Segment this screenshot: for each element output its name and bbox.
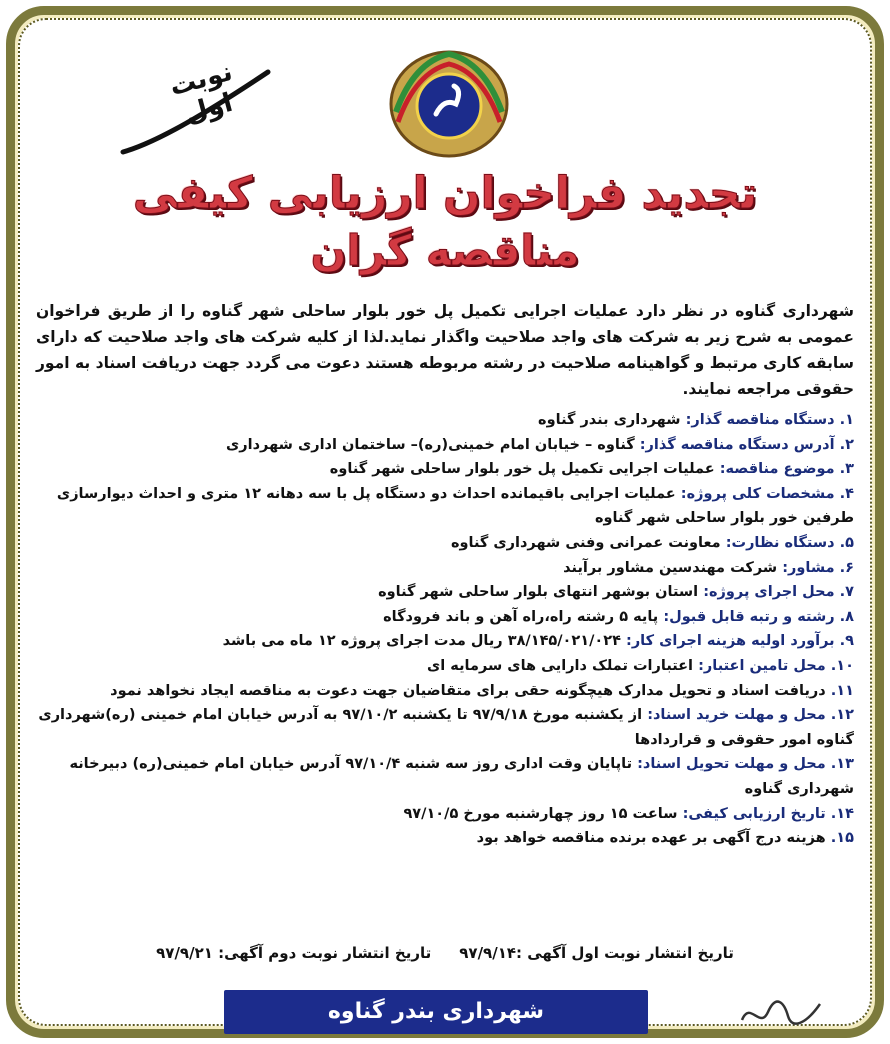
item-text: پایه ۵ رشته راه،راه آهن و باند فرودگاه (383, 608, 659, 625)
item-number: ۱۵. (830, 830, 854, 847)
signature-mark (736, 990, 826, 1034)
item-number: ۱. (839, 412, 854, 428)
intro-paragraph: شهرداری گناوه در نظر دارد عملیات اجرایی تکمیل پل خور بلوار ساحلی شهر گناوه را از طریق فراخوان عمومی به شرح زیر به شرکت های واجد صلاحیت واگذار نماید.لذا از کلیه شرکت های واجد صلاحیت که دارای سابقه کاری مرتبط و گواهینامه صلاحیت در رشته مربوطه هستند دعوت می گردد جهت دریافت اسناد به امور حقوقی مراجعه نمایند. (36, 302, 854, 398)
tender-item (36, 605, 854, 630)
second-publication-date: تاریخ انتشار نوبت دوم آگهی: ۹۷/۹/۲۱ (156, 944, 432, 962)
item-text: معاونت عمرانی وفنی شهرداری گناوه (450, 534, 721, 551)
item-label: تاریخ ارزیابی کیفی: (682, 805, 826, 822)
item-number: ۳. (839, 461, 854, 478)
item-text: تاپایان وقت اداری روز سه شنبه ۹۷/۱۰/۴ آدرس خیابان امام خمینی(ره) دبیرخانه شهرداری گناوه (69, 756, 854, 797)
item-text: هزینه درج آگهی بر عهده برنده مناقصه خواهد بود (476, 830, 826, 847)
tender-details-list (36, 408, 854, 851)
item-label: محل و مهلت خرید اسناد: (647, 707, 826, 724)
publication-dates (36, 944, 854, 962)
item-label: محل و مهلت تحویل اسناد: (637, 756, 826, 773)
item-number: ۹. (839, 633, 854, 650)
item-number: ۶. (839, 559, 854, 576)
tender-item (36, 482, 854, 531)
tender-item (36, 654, 854, 679)
page-title: تجدید فراخوان ارزیابی کیفی (132, 168, 758, 219)
item-number: ۵. (839, 534, 854, 551)
tender-item (36, 433, 854, 458)
item-label: آدرس دستگاه مناقصه گذار: (639, 436, 835, 453)
item-number: ۱۲. (830, 707, 854, 724)
round-label: نوبت اول (166, 56, 236, 130)
item-label: محل تامین اعتبار: (698, 657, 826, 674)
item-label: برآورد اولیه هزینه اجرای کار: (626, 633, 835, 650)
tender-item (36, 802, 854, 827)
item-label: رشته و رتبه قابل قبول: (663, 608, 835, 625)
item-label: موضوع مناقصه: (719, 461, 835, 478)
item-text: عملیات اجرایی تکمیل پل خور بلوار ساحلی شهر گناوه (329, 461, 715, 478)
item-label: مشخصات کلی پروژه: (680, 485, 835, 502)
tender-item (36, 580, 854, 605)
item-text: شرکت مهندسین مشاور برآیند (563, 559, 778, 576)
item-text: ۳۸/۱۴۵/۰۲۱/۰۲۴ ریال مدت اجرای پروژه ۱۲ ماه می باشد (222, 633, 621, 650)
item-label: محل اجرای پروژه: (703, 584, 835, 601)
item-number: ۷. (839, 584, 854, 601)
tender-item (36, 752, 854, 801)
tender-item (36, 826, 854, 851)
item-number: ۲. (839, 436, 854, 453)
page-subtitle: مناقصه گران (310, 226, 580, 275)
item-number: ۴. (839, 485, 854, 502)
tender-item (36, 679, 854, 704)
tender-item (36, 457, 854, 482)
item-text: عملیات اجرایی باقیمانده احداث دو دستگاه پل با سه دهانه ۱۲ متری و احداث دیوارسازی طرفین خور بلوار ساحلی شهر گناوه (56, 485, 854, 527)
item-label: دستگاه مناقصه گذار: (685, 412, 835, 428)
item-label: مشاور: (782, 559, 835, 576)
item-label: دستگاه نظارت: (725, 534, 835, 551)
item-text: استان بوشهر انتهای بلوار ساحلی شهر گناوه (378, 584, 699, 601)
organization-banner: شهرداری بندر گناوه (224, 990, 648, 1034)
item-text: دریافت اسناد و تحویل مدارک هیچگونه حقی برای متقاضیان جهت دعوت به مناقصه ایجاد نخواهد نمود (110, 682, 826, 699)
tender-item (36, 408, 854, 433)
item-number: ۸. (839, 608, 854, 625)
municipality-emblem-icon (384, 42, 514, 162)
item-number: ۱۴. (830, 805, 854, 822)
tender-item (36, 629, 854, 654)
first-publication-date: تاریخ انتشار نوبت اول آگهی :۹۷/۹/۱۴ (459, 944, 734, 962)
item-text: از یکشنبه مورخ ۹۷/۹/۱۸ تا یکشنبه ۹۷/۱۰/۲ به آدرس خیابان امام خمینی (ره)شهرداری گناوه امور حقوقی و قراردادها (38, 707, 854, 748)
tender-item (36, 556, 854, 581)
item-text: شهرداری بندر گناوه (538, 412, 681, 428)
tender-item (36, 531, 854, 556)
item-text: اعتبارات تملک دارایی های سرمایه ای (426, 657, 694, 674)
item-text: ساعت ۱۵ روز چهارشنبه مورخ ۹۷/۱۰/۵ (403, 805, 678, 822)
item-number: ۱۰. (830, 657, 854, 674)
item-text: گناوه – خیابان امام خمینی(ره)– ساختمان اداری شهرداری (226, 436, 635, 453)
item-number: ۱۱. (830, 682, 854, 699)
tender-item (36, 703, 854, 752)
item-number: ۱۳. (830, 756, 854, 773)
